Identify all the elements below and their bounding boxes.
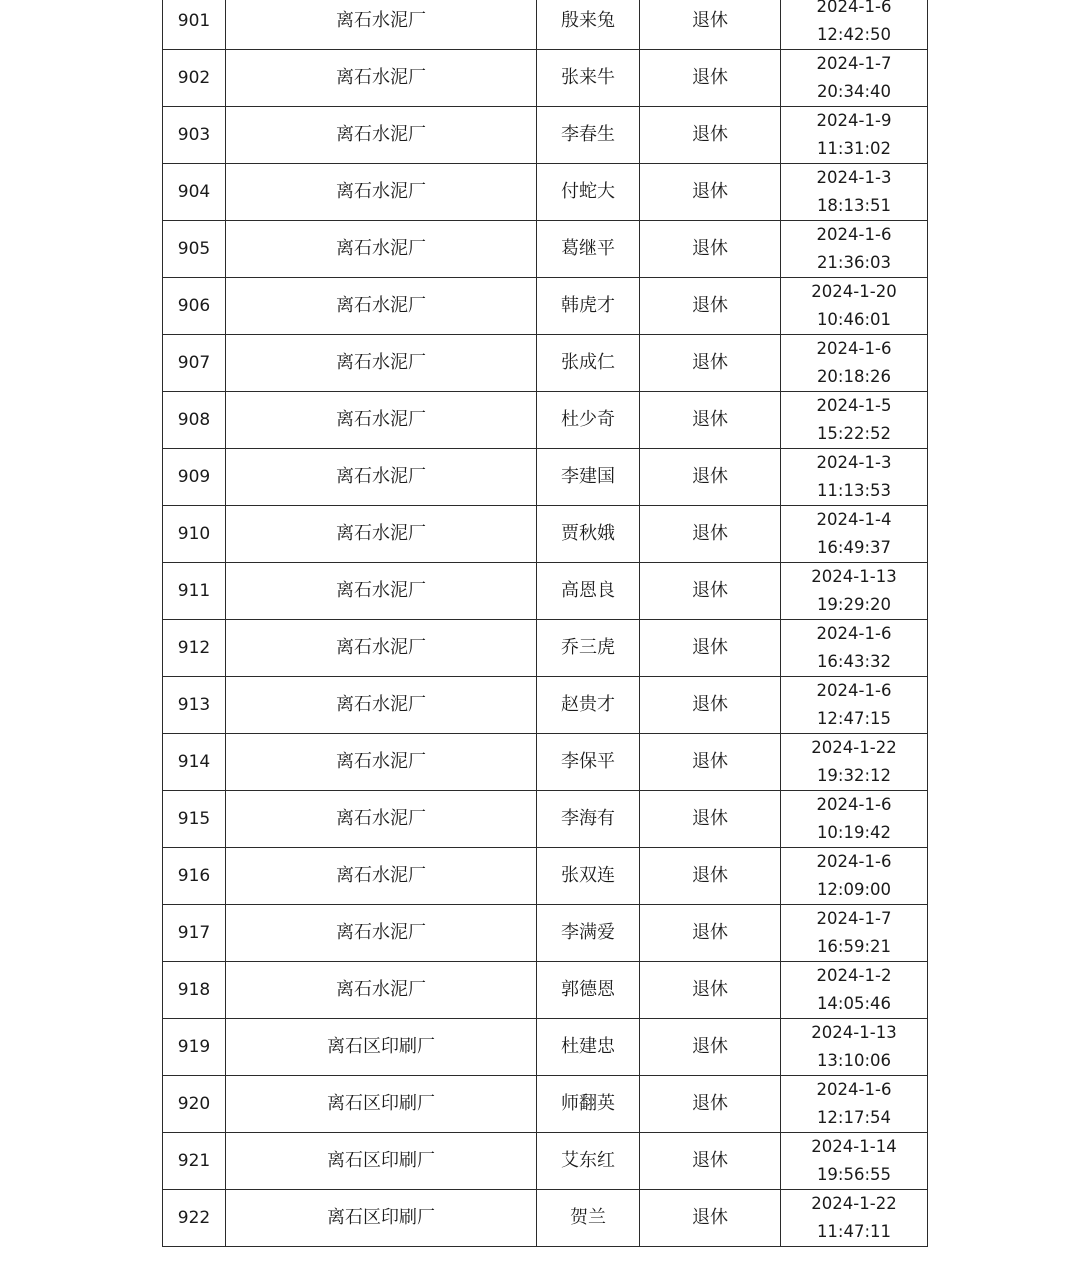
row-number-cell: 909 xyxy=(163,449,226,506)
timestamp-cell xyxy=(781,221,928,278)
row-number-cell: 919 xyxy=(163,1019,226,1076)
timestamp-time: 12:42:50 xyxy=(816,25,892,44)
row-number-cell: 920 xyxy=(163,1076,226,1133)
person-name-cell: 郭德恩 xyxy=(537,962,640,1019)
row-number-cell: 907 xyxy=(163,335,226,392)
person-name-cell: 李春生 xyxy=(537,107,640,164)
timestamp-date: 2024-1-6 xyxy=(816,624,892,643)
timestamp-cell xyxy=(781,791,928,848)
work-unit-cell: 离石区印刷厂 xyxy=(226,1190,537,1247)
timestamp-time: 12:09:00 xyxy=(816,880,892,899)
table-row xyxy=(163,563,928,620)
row-number-cell: 910 xyxy=(163,506,226,563)
person-name-cell: 付蛇大 xyxy=(537,164,640,221)
timestamp-time: 10:46:01 xyxy=(816,310,892,329)
status-cell: 退休 xyxy=(640,962,781,1019)
status-cell: 退休 xyxy=(640,791,781,848)
timestamp-cell xyxy=(781,1133,928,1190)
status-cell: 退休 xyxy=(640,50,781,107)
row-number-cell: 902 xyxy=(163,50,226,107)
row-number-cell: 911 xyxy=(163,563,226,620)
work-unit-cell: 离石水泥厂 xyxy=(226,734,537,791)
timestamp-date: 2024-1-13 xyxy=(811,567,897,586)
work-unit-cell: 离石水泥厂 xyxy=(226,848,537,905)
table-row xyxy=(163,278,928,335)
timestamp-cell xyxy=(781,620,928,677)
status-cell: 退休 xyxy=(640,620,781,677)
timestamp-cell xyxy=(781,392,928,449)
work-unit-cell: 离石水泥厂 xyxy=(226,449,537,506)
timestamp-time: 20:18:26 xyxy=(816,367,892,386)
timestamp-date: 2024-1-2 xyxy=(816,966,892,985)
timestamp-cell xyxy=(781,278,928,335)
work-unit-cell: 离石水泥厂 xyxy=(226,905,537,962)
work-unit-cell: 离石区印刷厂 xyxy=(226,1076,537,1133)
status-cell: 退休 xyxy=(640,1076,781,1133)
timestamp-date: 2024-1-6 xyxy=(816,681,892,700)
row-number-cell: 913 xyxy=(163,677,226,734)
timestamp-time: 18:13:51 xyxy=(816,196,892,215)
work-unit-cell: 离石区印刷厂 xyxy=(226,1133,537,1190)
table-row xyxy=(163,848,928,905)
timestamp-cell xyxy=(781,1076,928,1133)
row-number-cell: 904 xyxy=(163,164,226,221)
timestamp-date: 2024-1-6 xyxy=(816,795,892,814)
row-number-cell: 908 xyxy=(163,392,226,449)
table-row xyxy=(163,0,928,50)
records-table-container xyxy=(162,0,928,1247)
timestamp-cell xyxy=(781,848,928,905)
timestamp-time: 20:34:40 xyxy=(816,82,892,101)
status-cell: 退休 xyxy=(640,0,781,50)
work-unit-cell: 离石水泥厂 xyxy=(226,791,537,848)
timestamp-date: 2024-1-20 xyxy=(811,282,897,301)
status-cell: 退休 xyxy=(640,1019,781,1076)
table-row xyxy=(163,677,928,734)
table-row xyxy=(163,221,928,278)
row-number-cell: 914 xyxy=(163,734,226,791)
timestamp-date: 2024-1-3 xyxy=(816,453,892,472)
timestamp-date: 2024-1-6 xyxy=(816,225,892,244)
table-row xyxy=(163,1019,928,1076)
timestamp-cell xyxy=(781,1190,928,1247)
table-row xyxy=(163,449,928,506)
row-number-cell: 905 xyxy=(163,221,226,278)
timestamp-cell xyxy=(781,734,928,791)
timestamp-time: 12:17:54 xyxy=(816,1108,892,1127)
timestamp-time: 19:29:20 xyxy=(816,595,892,614)
person-name-cell: 李海有 xyxy=(537,791,640,848)
timestamp-cell xyxy=(781,50,928,107)
person-name-cell: 贺兰 xyxy=(537,1190,640,1247)
work-unit-cell: 离石水泥厂 xyxy=(226,0,537,50)
row-number-cell: 912 xyxy=(163,620,226,677)
row-number-cell: 916 xyxy=(163,848,226,905)
status-cell: 退休 xyxy=(640,506,781,563)
timestamp-cell xyxy=(781,905,928,962)
timestamp-time: 19:32:12 xyxy=(816,766,892,785)
timestamp-date: 2024-1-6 xyxy=(816,339,892,358)
timestamp-date: 2024-1-6 xyxy=(816,852,892,871)
status-cell: 退休 xyxy=(640,221,781,278)
person-name-cell: 高恩良 xyxy=(537,563,640,620)
timestamp-cell xyxy=(781,677,928,734)
timestamp-cell xyxy=(781,449,928,506)
work-unit-cell: 离石水泥厂 xyxy=(226,620,537,677)
person-name-cell: 张成仁 xyxy=(537,335,640,392)
work-unit-cell: 离石水泥厂 xyxy=(226,335,537,392)
work-unit-cell: 离石水泥厂 xyxy=(226,563,537,620)
work-unit-cell: 离石水泥厂 xyxy=(226,392,537,449)
person-name-cell: 杜少奇 xyxy=(537,392,640,449)
timestamp-time: 12:47:15 xyxy=(816,709,892,728)
timestamp-cell xyxy=(781,506,928,563)
status-cell: 退休 xyxy=(640,392,781,449)
timestamp-time: 14:05:46 xyxy=(816,994,892,1013)
status-cell: 退休 xyxy=(640,677,781,734)
records-table-body xyxy=(163,0,928,1247)
records-table xyxy=(162,0,928,1247)
timestamp-date: 2024-1-3 xyxy=(816,168,892,187)
work-unit-cell: 离石水泥厂 xyxy=(226,677,537,734)
status-cell: 退休 xyxy=(640,563,781,620)
table-row xyxy=(163,962,928,1019)
row-number-cell: 906 xyxy=(163,278,226,335)
timestamp-time: 16:49:37 xyxy=(816,538,892,557)
timestamp-time: 15:22:52 xyxy=(816,424,892,443)
table-row xyxy=(163,1133,928,1190)
row-number-cell: 917 xyxy=(163,905,226,962)
timestamp-date: 2024-1-13 xyxy=(811,1023,897,1042)
work-unit-cell: 离石水泥厂 xyxy=(226,506,537,563)
timestamp-cell xyxy=(781,335,928,392)
timestamp-time: 13:10:06 xyxy=(816,1051,892,1070)
timestamp-date: 2024-1-6 xyxy=(816,0,892,16)
person-name-cell: 杜建忠 xyxy=(537,1019,640,1076)
status-cell: 退休 xyxy=(640,278,781,335)
timestamp-cell xyxy=(781,962,928,1019)
timestamp-cell xyxy=(781,1019,928,1076)
table-row xyxy=(163,50,928,107)
table-row xyxy=(163,107,928,164)
status-cell: 退休 xyxy=(640,905,781,962)
row-number-cell: 922 xyxy=(163,1190,226,1247)
person-name-cell: 韩虎才 xyxy=(537,278,640,335)
work-unit-cell: 离石水泥厂 xyxy=(226,278,537,335)
timestamp-date: 2024-1-6 xyxy=(816,1080,892,1099)
person-name-cell: 张双连 xyxy=(537,848,640,905)
row-number-cell: 915 xyxy=(163,791,226,848)
timestamp-date: 2024-1-7 xyxy=(816,54,892,73)
timestamp-time: 11:47:11 xyxy=(816,1222,892,1241)
timestamp-time: 19:56:55 xyxy=(816,1165,892,1184)
table-row xyxy=(163,506,928,563)
table-row xyxy=(163,164,928,221)
person-name-cell: 李保平 xyxy=(537,734,640,791)
table-row xyxy=(163,335,928,392)
row-number-cell: 921 xyxy=(163,1133,226,1190)
person-name-cell: 李建国 xyxy=(537,449,640,506)
person-name-cell: 殷来兔 xyxy=(537,0,640,50)
work-unit-cell: 离石区印刷厂 xyxy=(226,1019,537,1076)
timestamp-time: 10:19:42 xyxy=(816,823,892,842)
timestamp-time: 16:59:21 xyxy=(816,937,892,956)
timestamp-cell xyxy=(781,164,928,221)
person-name-cell: 张来牛 xyxy=(537,50,640,107)
timestamp-time: 11:13:53 xyxy=(816,481,892,500)
row-number-cell: 903 xyxy=(163,107,226,164)
timestamp-date: 2024-1-5 xyxy=(816,396,892,415)
status-cell: 退休 xyxy=(640,164,781,221)
table-row xyxy=(163,1076,928,1133)
timestamp-cell xyxy=(781,0,928,50)
table-row xyxy=(163,791,928,848)
timestamp-time: 21:36:03 xyxy=(816,253,892,272)
work-unit-cell: 离石水泥厂 xyxy=(226,962,537,1019)
timestamp-date: 2024-1-22 xyxy=(811,738,897,757)
person-name-cell: 艾东红 xyxy=(537,1133,640,1190)
person-name-cell: 赵贵才 xyxy=(537,677,640,734)
row-number-cell: 918 xyxy=(163,962,226,1019)
table-row xyxy=(163,734,928,791)
status-cell: 退休 xyxy=(640,449,781,506)
status-cell: 退休 xyxy=(640,107,781,164)
status-cell: 退休 xyxy=(640,848,781,905)
status-cell: 退休 xyxy=(640,1133,781,1190)
person-name-cell: 葛继平 xyxy=(537,221,640,278)
timestamp-date: 2024-1-7 xyxy=(816,909,892,928)
timestamp-time: 16:43:32 xyxy=(816,652,892,671)
work-unit-cell: 离石水泥厂 xyxy=(226,221,537,278)
status-cell: 退休 xyxy=(640,335,781,392)
timestamp-date: 2024-1-9 xyxy=(816,111,892,130)
table-row xyxy=(163,905,928,962)
timestamp-date: 2024-1-4 xyxy=(816,510,892,529)
row-number-cell: 901 xyxy=(163,0,226,50)
work-unit-cell: 离石水泥厂 xyxy=(226,50,537,107)
timestamp-date: 2024-1-22 xyxy=(811,1194,897,1213)
status-cell: 退休 xyxy=(640,734,781,791)
table-row xyxy=(163,620,928,677)
timestamp-cell xyxy=(781,563,928,620)
person-name-cell: 李满爱 xyxy=(537,905,640,962)
work-unit-cell: 离石水泥厂 xyxy=(226,107,537,164)
person-name-cell: 乔三虎 xyxy=(537,620,640,677)
work-unit-cell: 离石水泥厂 xyxy=(226,164,537,221)
timestamp-time: 11:31:02 xyxy=(816,139,892,158)
timestamp-date: 2024-1-14 xyxy=(811,1137,897,1156)
person-name-cell: 贾秋娥 xyxy=(537,506,640,563)
timestamp-cell xyxy=(781,107,928,164)
status-cell: 退休 xyxy=(640,1190,781,1247)
table-row xyxy=(163,392,928,449)
table-row xyxy=(163,1190,928,1247)
person-name-cell: 师翻英 xyxy=(537,1076,640,1133)
